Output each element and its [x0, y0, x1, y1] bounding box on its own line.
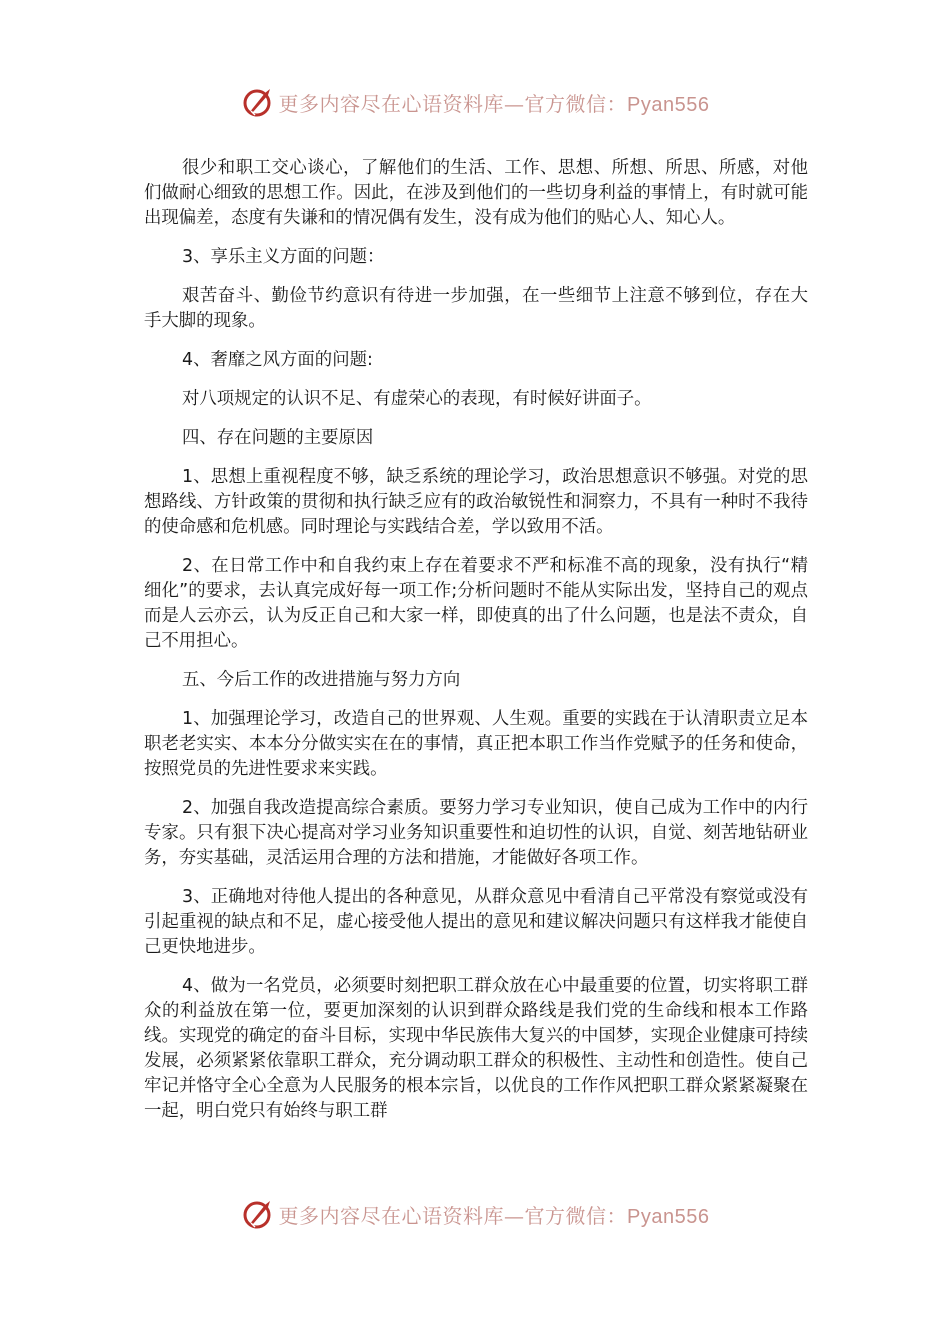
pen-feather-icon	[241, 1197, 275, 1231]
paragraph: 2、加强自我改造提高综合素质。要努力学习专业知识，使自己成为工作中的内行专家。只有狠下决心提高对学习业务知识重要性和迫切性的认识，自觉、刻苦地钻研业务，夯实基础，灵活运用合理的方法和措施，才能做好各项工作。	[144, 798, 808, 868]
paragraph: 1、加强理论学习，改造自己的世界观、人生观。重要的实践在于认清职责立足本职老老实实、本本分分做实实在在的事情，真正把本职工作当作党赋予的任务和使命，按照党员的先进性要求来实践。	[144, 709, 808, 779]
section-heading: 3、享乐主义方面的问题：	[182, 247, 385, 267]
paragraph: 4、做为一名党员，必须要时刻把职工群众放在心中最重要的位置，切实将职工群众的利益放在第一位，要更加深刻的认识到群众路线是我们党的生命线和根本工作路线。实现党的确定的奋斗目标，实现中华民族伟大复兴的中国梦，实现企业健康可持续发展，必须紧紧依靠职工群众，充分调动职工群众的积极性、主动性和创造性。使自己牢记并恪守全心全意为人民服务的根本宗旨，以优良的工作作风把职工群众紧紧凝聚在一起，明白党只有始终与职工群	[144, 976, 808, 1121]
section-heading: 五、今后工作的改进措施与努力方向	[182, 670, 461, 690]
header-watermark-banner	[0, 82, 950, 122]
watermark-text: 更多内容尽在心语资料库—官方微信：Pyan556	[278, 1203, 710, 1228]
paragraph: 对八项规定的认识不足、有虚荣心的表现，有时候好讲面子。	[182, 389, 652, 409]
pen-feather-icon	[241, 85, 275, 119]
paragraph: 艰苦奋斗、勤俭节约意识有待进一步加强，在一些细节上注意不够到位，存在大手大脚的现象。	[144, 286, 808, 331]
document-body	[144, 156, 808, 1124]
watermark-text: 更多内容尽在心语资料库—官方微信：Pyan556	[278, 91, 710, 116]
section-heading: 四、存在问题的主要原因	[182, 428, 374, 448]
paragraph: 很少和职工交心谈心，了解他们的生活、工作、思想、所想、所思、所感，对他们做耐心细致的思想工作。因此，在涉及到他们的一些切身利益的事情上，有时就可能出现偏差，态度有失谦和的情况偶有发生，没有成为他们的贴心人、知心人。	[144, 158, 808, 228]
section-heading: 4、奢靡之风方面的问题:	[182, 350, 373, 370]
paragraph: 2、在日常工作中和自我约束上存在着要求不严和标准不高的现象，没有执行“精细化”的要求，去认真完成好每一项工作;分析问题时不能从实际出发，坚持自己的观点而是人云亦云，认为反正自己和大家一样，即使真的出了什么问题，也是法不责众，自己不用担心。	[144, 556, 808, 651]
footer-watermark-banner	[0, 1194, 950, 1234]
paragraph: 3、正确地对待他人提出的各种意见，从群众意见中看清自己平常没有察觉或没有引起重视的缺点和不足，虚心接受他人提出的意见和建议解决问题只有这样我才能使自己更快地进步。	[144, 887, 808, 957]
paragraph: 1、思想上重视程度不够，缺乏系统的理论学习，政治思想意识不够强。对党的思想路线、方针政策的贯彻和执行缺乏应有的政治敏锐性和洞察力，不具有一种时不我待的使命感和危机感。同时理论与实践结合差，学以致用不活。	[144, 467, 808, 537]
